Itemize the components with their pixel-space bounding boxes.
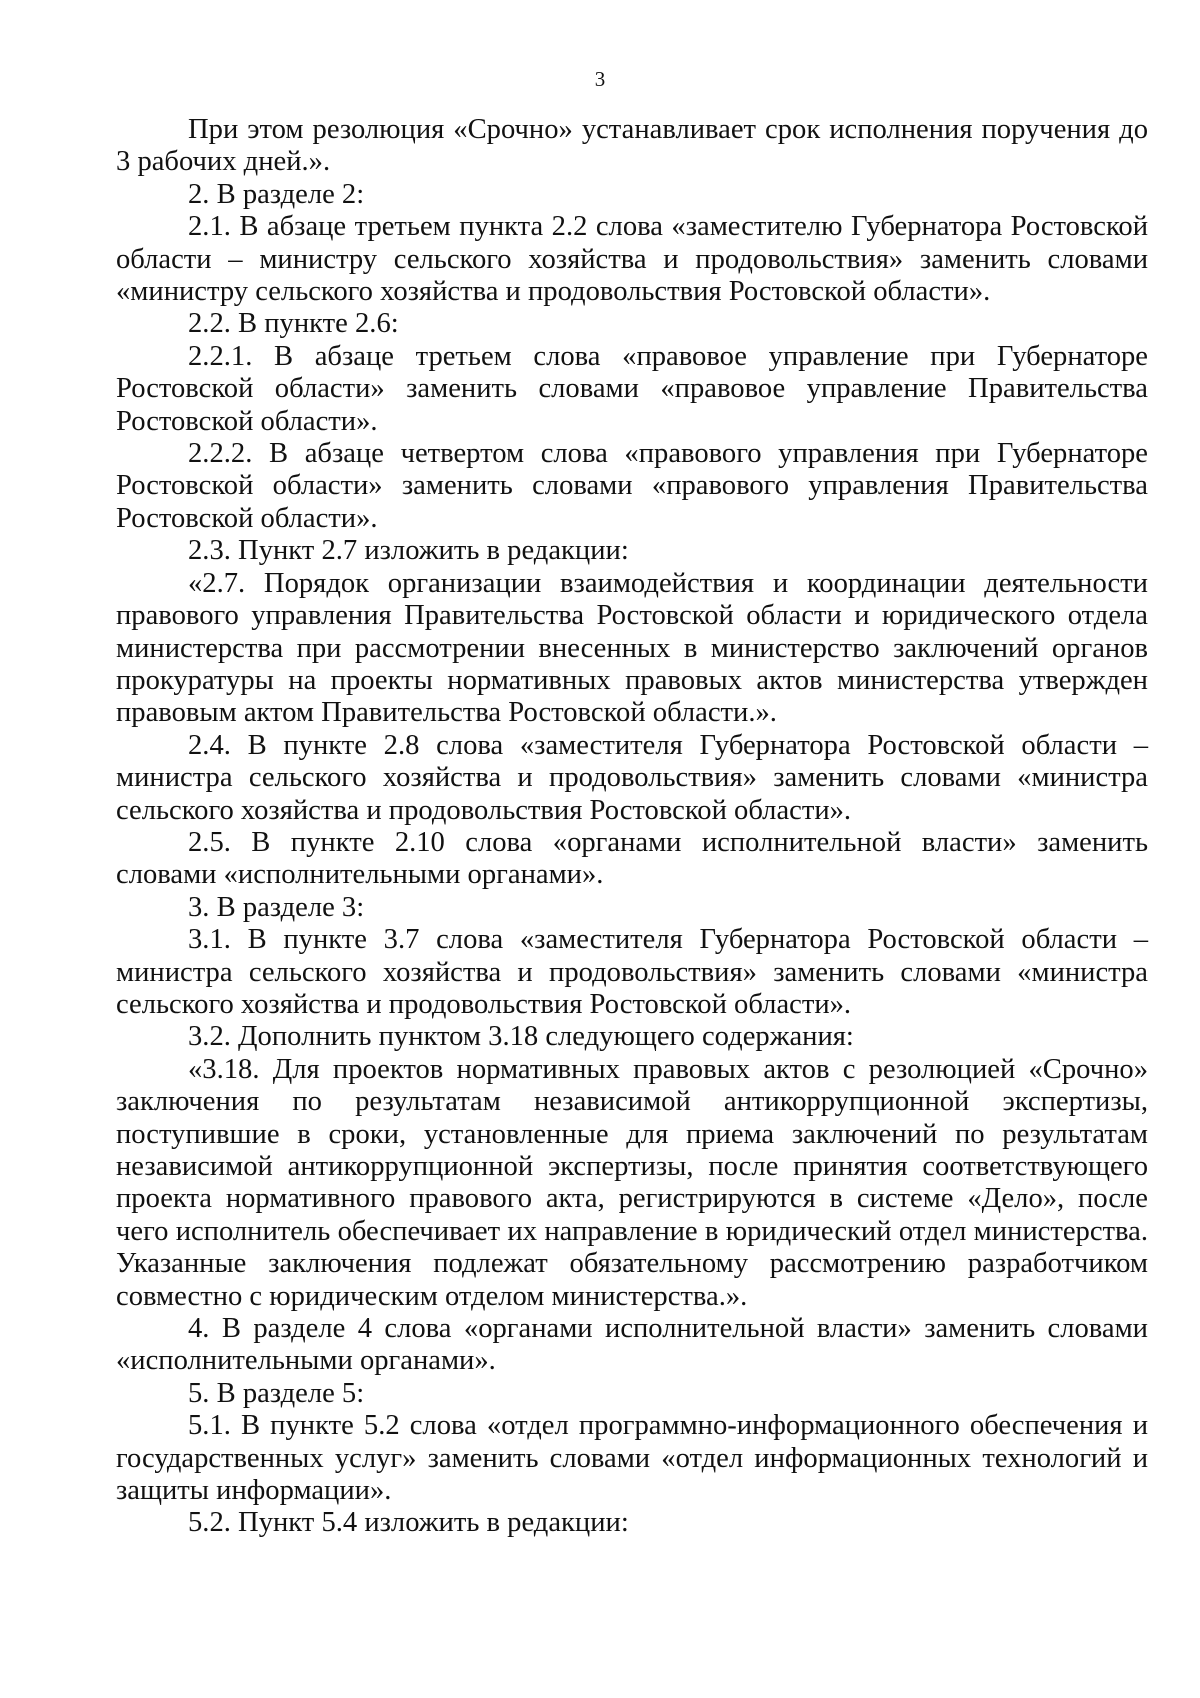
paragraph-5-1: 5.1. В пункте 5.2 слова «отдел программно-информационного обеспечения и государственных услуг» заменить словами «отдел информационных технологий и защиты информации». xyxy=(116,1410,1148,1507)
paragraph-section-5: 5. В разделе 5: xyxy=(188,1377,365,1409)
paragraph-3-1: 3.1. В пункте 3.7 слова «заместителя Губернатора Ростовской области – министра сельского хозяйства и продовольствия» заменить словами «министра сельского хозяйства и продовольствия Ростовской области». xyxy=(116,924,1148,1020)
paragraph-3-18-text: «3.18. Для проектов нормативных правовых актов с резолюцией «Срочно» заключения по результатам независимой антикоррупционной экспертизы, поступившие в сроки, установленные для приема заключений по результатам независимой антикоррупционной экспертизы, после принятия соответствующего проекта нормативного правового акта, регистрируются в системе «Дело», после чего исполнитель обеспечивает их направление в юридический отдел министерства. Указанные заключения подлежат обязательному рассмотрению разработчиком совместно с юридическим отделом министерства.». xyxy=(116,1053,1148,1312)
paragraph-section-3: 3. В разделе 3: xyxy=(188,891,365,923)
page-number: 3 xyxy=(594,67,606,91)
paragraph-2-2: 2.2. В пункте 2.6: xyxy=(188,308,399,340)
paragraph-2-3: 2.3. Пункт 2.7 изложить в редакции: xyxy=(188,535,629,567)
paragraph-section-2: 2. В разделе 2: xyxy=(188,178,365,210)
paragraph-section-4: 4. В разделе 4 слова «органами исполнительной власти» заменить словами «исполнительными органами». xyxy=(116,1313,1148,1377)
paragraph-5-2: 5.2. Пункт 5.4 изложить в редакции: xyxy=(188,1507,629,1539)
paragraph-2-4: 2.4. В пункте 2.8 слова «заместителя Губернатора Ростовской области – министра сельского хозяйства и продовольствия» заменить словами «министра сельского хозяйства и продовольствия Ростовской области». xyxy=(116,729,1148,826)
paragraph-2-7-text: «2.7. Порядок организации взаимодействия и координации деятельности правового управления Правительства Ростовской области и юридического отдела министерства при рассмотрении внесенных в министерство заключений органов прокуратуры на проекты нормативных правовых актов министерства утвержден правовым актом Правительства Ростовской области.». xyxy=(116,567,1148,729)
document-body xyxy=(116,114,1148,1540)
paragraph-3-2: 3.2. Дополнить пунктом 3.18 следующего содержания: xyxy=(188,1021,854,1053)
paragraph-urgent-deadline: При этом резолюция «Срочно» устанавливает срок исполнения поручения до 3 рабочих дней.». xyxy=(116,114,1148,178)
paragraph-2-5: 2.5. В пункте 2.10 слова «органами исполнительной власти» заменить словами «исполнительными органами». xyxy=(116,826,1148,891)
paragraph-2-1: 2.1. В абзаце третьем пункта 2.2 слова «заместителю Губернатора Ростовской области – министру сельского хозяйства и продовольствия» заменить словами «министру сельского хозяйства и продовольствия Ростовской области». xyxy=(116,211,1148,308)
paragraph-2-2-2: 2.2.2. В абзаце четвертом слова «правового управления при Губернаторе Ростовской области» заменить словами «правового управления Правительства Ростовской области». xyxy=(116,438,1148,534)
paragraph-2-2-1: 2.2.1. В абзаце третьем слова «правовое управление при Губернаторе Ростовской области» заменить словами «правовое управление Правительства Ростовской области». xyxy=(116,340,1148,437)
